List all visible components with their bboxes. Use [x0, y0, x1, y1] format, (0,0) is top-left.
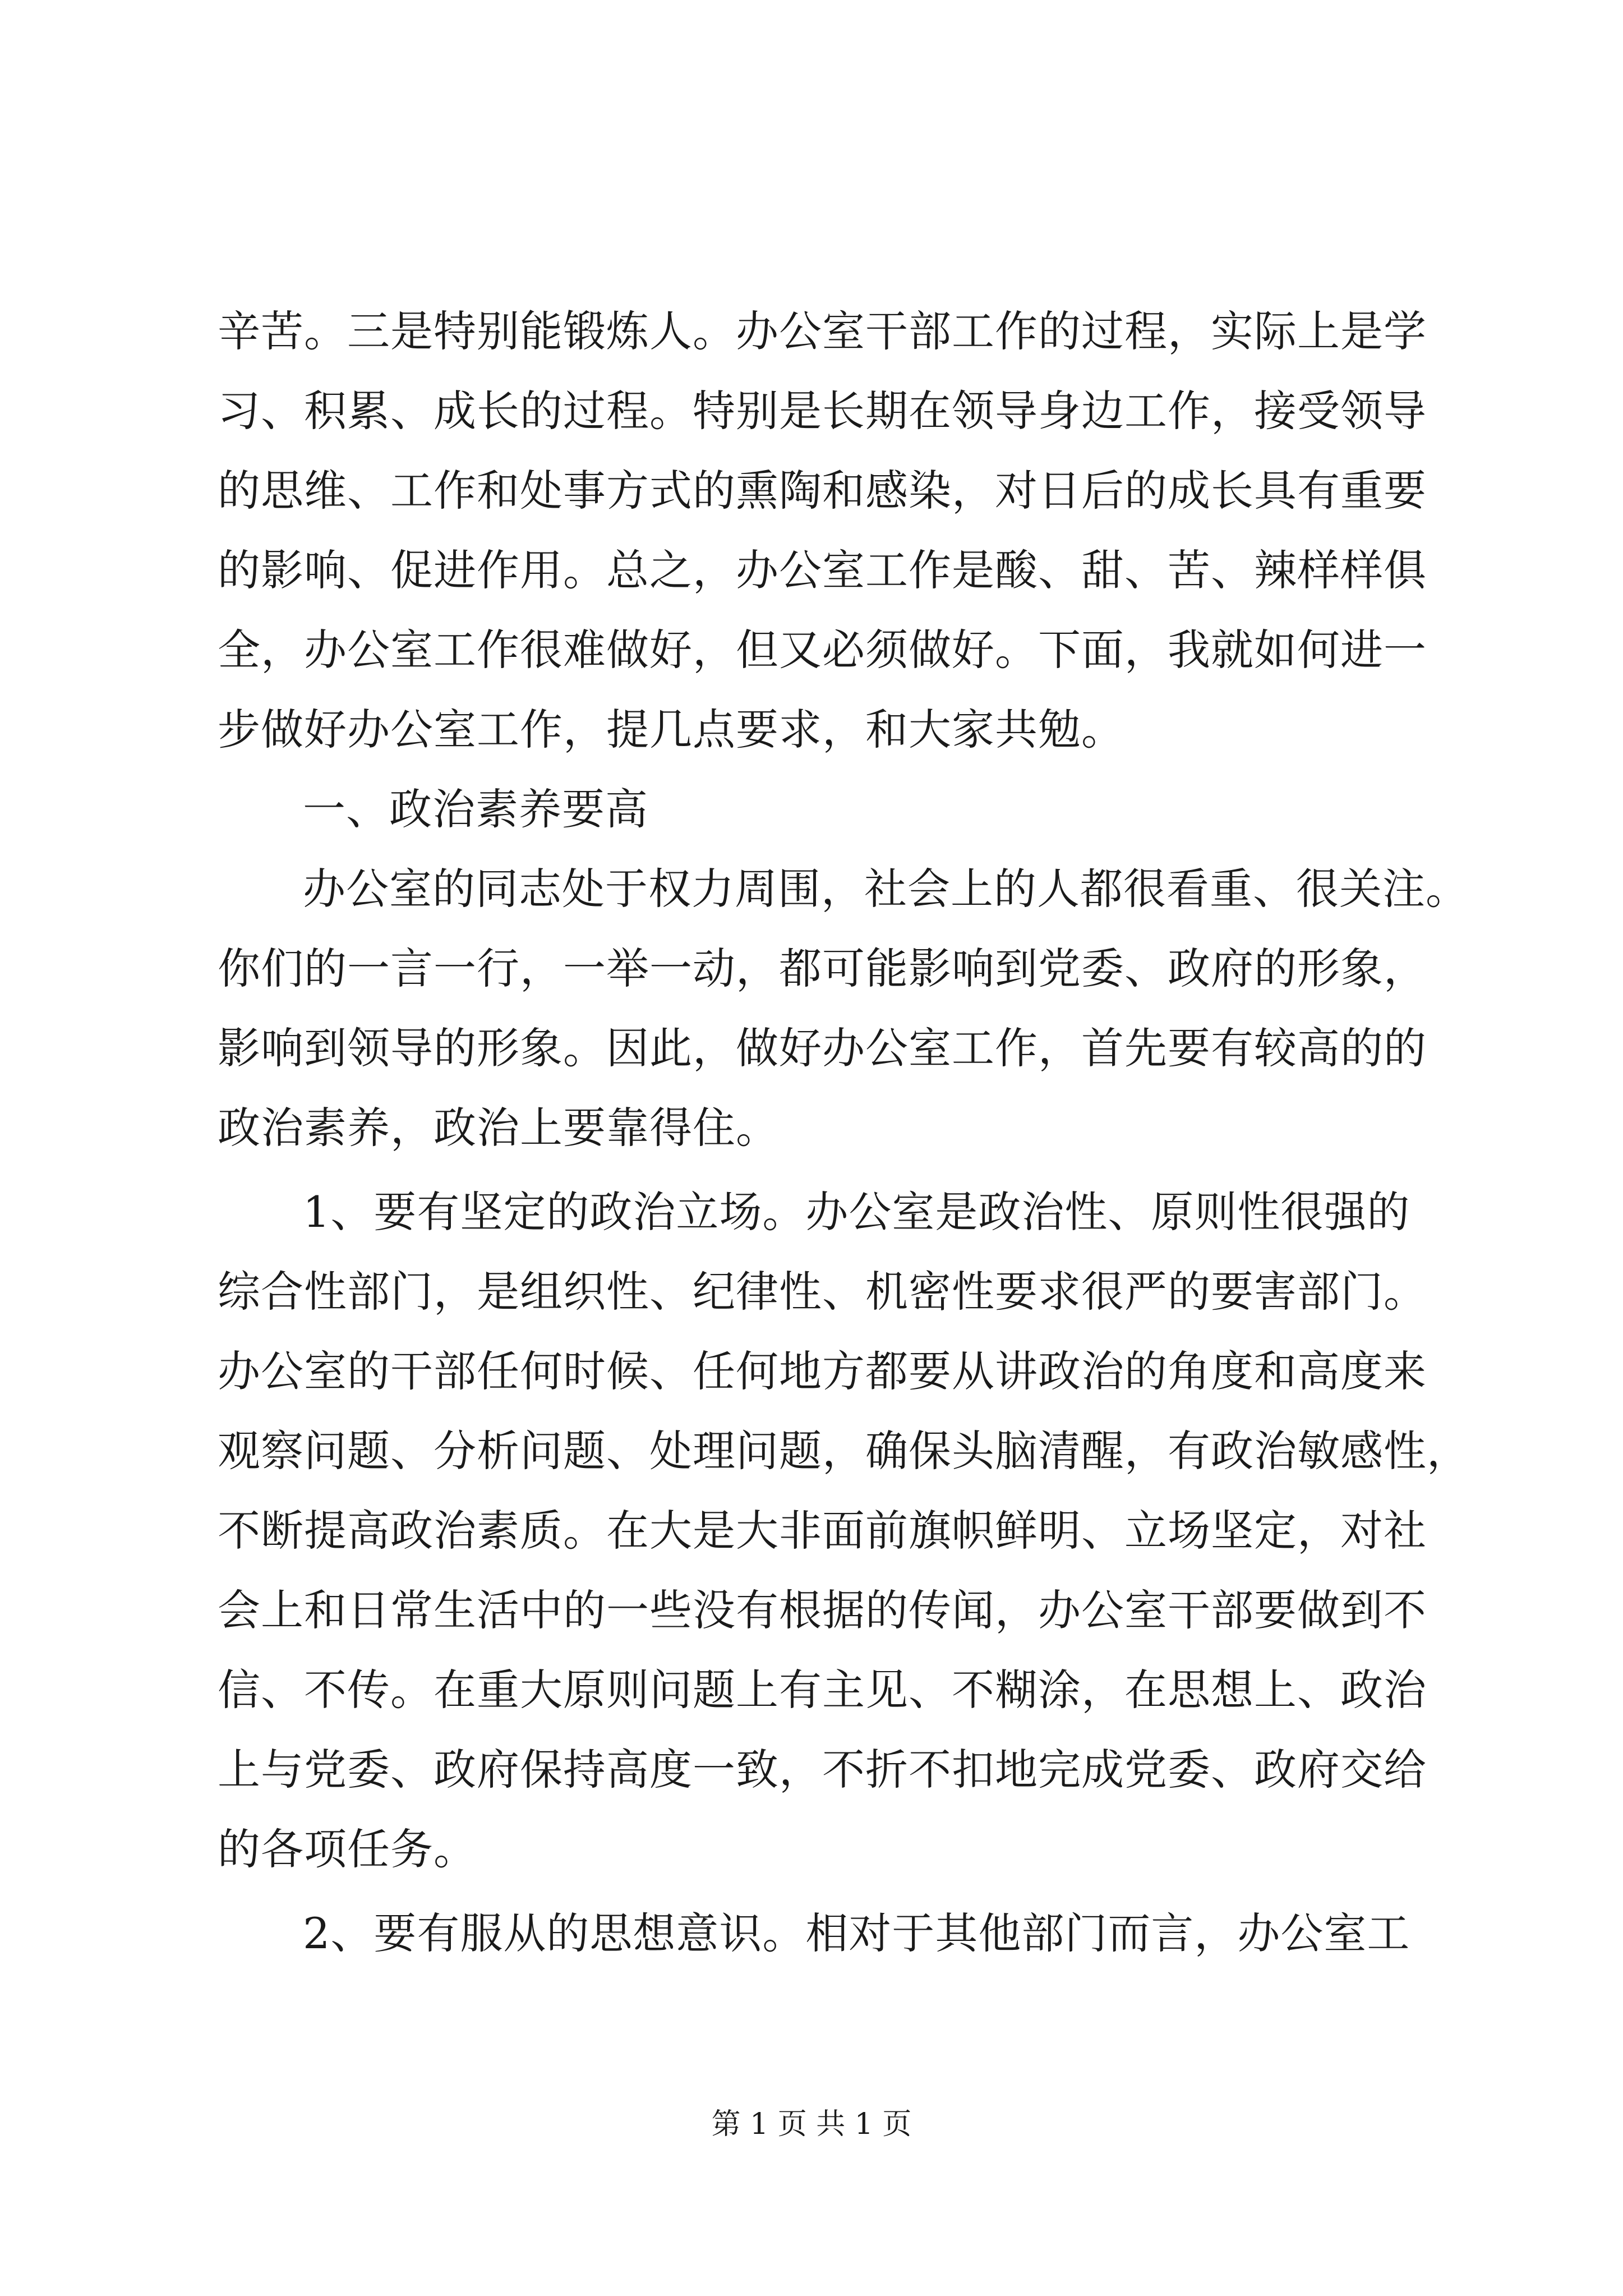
section-heading: 一、政治素养要高: [303, 784, 648, 834]
text-line: 信、不传。在重大原则问题上有主见、不糊涂，在思想上、政治: [218, 1665, 1427, 1715]
page-footer: [0, 2105, 1623, 2144]
text-line: 辛苦。三是特别能锻炼人。办公室干部工作的过程，实际上是学: [218, 306, 1427, 356]
paragraph-first-line: 办公室的同志处于权力周围，社会上的人都很看重、很关注。: [303, 864, 1469, 914]
text-line: 的影响、促进作用。总之，办公室工作是酸、甜、苦、辣样样俱: [218, 545, 1427, 595]
text-line: 你们的一言一行，一举一动，都可能影响到党委、政府的形象，: [218, 944, 1427, 993]
text-line: 政治素养，政治上要靠得住。: [218, 1103, 779, 1153]
document-body: [218, 292, 1470, 1973]
text-line: 会上和日常生活中的一些没有根据的传闻，办公室干部要做到不: [218, 1585, 1427, 1635]
text-line: 习、积累、成长的过程。特别是长期在领导身边工作，接受领导: [218, 386, 1427, 436]
paragraph-first-line: 1、要有坚定的政治立场。办公室是政治性、原则性很强的: [303, 1187, 1410, 1237]
paragraph-first-line: 2、要有服从的思想意识。相对于其他部门而言，办公室工: [303, 1908, 1410, 1958]
page-number-label: 第 1 页 共 1 页: [711, 2108, 912, 2141]
text-line: 影响到领导的形象。因此，做好办公室工作，首先要有较高的的: [218, 1023, 1427, 1073]
text-line: 步做好办公室工作，提几点要求，和大家共勉。: [218, 705, 1124, 754]
text-line: 不断提高政治素质。在大是大非面前旗帜鲜明、立场坚定，对社: [218, 1506, 1427, 1556]
text-line: 综合性部门，是组织性、纪律性、机密性要求很严的要害部门。: [218, 1267, 1427, 1317]
text-line: 的思维、工作和处事方式的熏陶和感染，对日后的成长具有重要: [218, 466, 1427, 516]
text-line: 办公室的干部任何时候、任何地方都要从讲政治的角度和高度来: [218, 1346, 1427, 1396]
text-line: 全，办公室工作很难做好，但又必须做好。下面，我就如何进一: [218, 625, 1427, 675]
text-line: 上与党委、政府保持高度一致，不折不扣地完成党委、政府交给: [218, 1745, 1427, 1795]
text-line: 的各项任务。: [218, 1824, 477, 1874]
text-line: 观察问题、分析问题、处理问题，确保头脑清醒，有政治敏感性，: [218, 1426, 1470, 1476]
